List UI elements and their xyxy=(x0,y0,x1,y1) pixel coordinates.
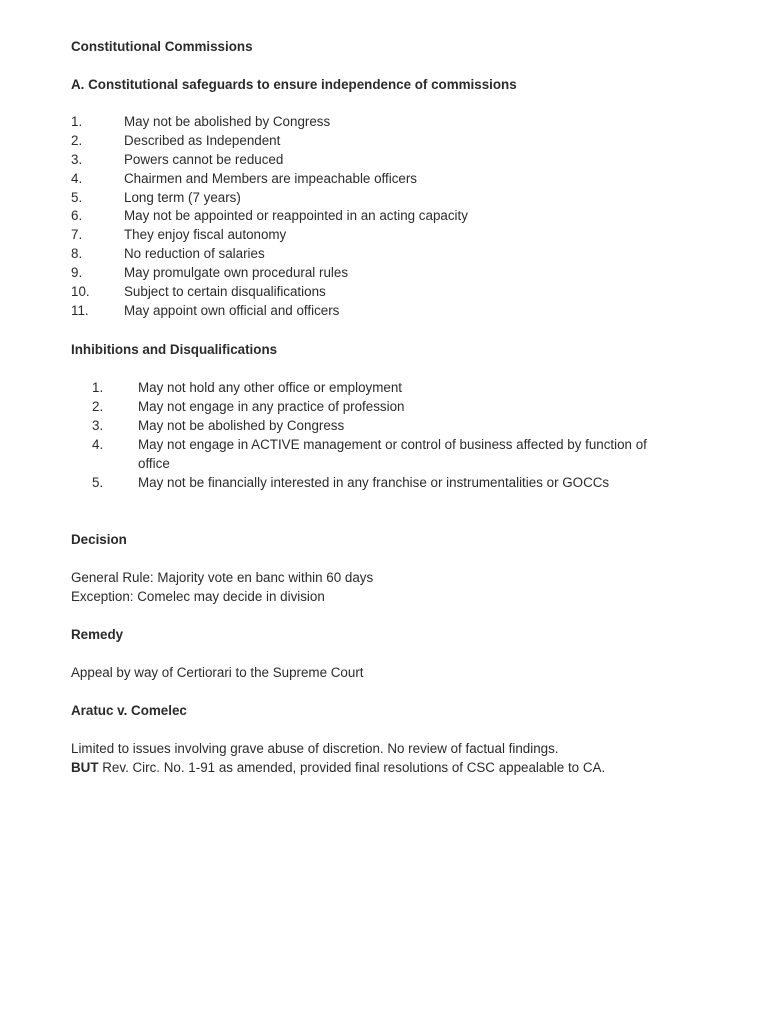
list-text: May not be abolished by Congress xyxy=(124,114,331,129)
list-item xyxy=(71,435,681,473)
list-item xyxy=(71,397,681,416)
spacer xyxy=(71,94,681,113)
spacer xyxy=(71,549,681,568)
inhibitions-heading: Inhibitions and Disqualifications xyxy=(71,341,278,357)
list-number: 5. xyxy=(92,474,104,490)
list-number: 9. xyxy=(71,265,83,281)
aratuc-heading: Aratuc v. Comelec xyxy=(71,702,187,718)
list-text: May not hold any other office or employment xyxy=(138,379,402,395)
list-number: 5. xyxy=(71,189,83,205)
remedy-heading: Remedy xyxy=(71,626,124,642)
spacer xyxy=(71,321,681,340)
list-text: May not be appointed or reappointed in an acting capacity xyxy=(124,208,468,224)
list-item xyxy=(71,378,681,397)
spacer xyxy=(71,606,681,625)
list-number: 4. xyxy=(71,170,83,186)
list-number: 1. xyxy=(71,114,83,129)
list-item xyxy=(71,132,681,151)
list-item xyxy=(71,113,681,132)
list-number: 2. xyxy=(92,398,104,414)
list-number: 11. xyxy=(71,302,89,318)
list-item xyxy=(71,264,681,283)
list-item xyxy=(71,283,681,302)
list-item xyxy=(71,207,681,226)
list-text: Chairmen and Members are impeachable officers xyxy=(124,170,417,186)
decision-heading: Decision xyxy=(71,531,127,547)
list-number: 8. xyxy=(71,246,83,262)
list-text: May not be abolished by Congress xyxy=(138,417,345,433)
general-rule-text: General Rule: Majority vote en banc within 60 days xyxy=(71,569,374,585)
aratuc-line-2 xyxy=(71,758,681,777)
spacer xyxy=(71,359,681,378)
list-text: May not be financially interested in any franchise or instrumentalities or GOCCs xyxy=(138,474,610,490)
inhibitions-list xyxy=(71,378,681,492)
exception-text: Exception: Comelec may decide in division xyxy=(71,588,325,604)
spacer xyxy=(71,682,681,701)
list-text: Described as Independent xyxy=(124,132,281,148)
list-item xyxy=(71,416,681,435)
list-number: 6. xyxy=(71,208,83,224)
aratuc-line-1: Limited to issues involving grave abuse of discretion. No review of factual findings. xyxy=(71,740,559,756)
document-page xyxy=(71,37,681,777)
list-item xyxy=(71,226,681,245)
list-text: No reduction of salaries xyxy=(124,246,265,262)
list-text: May appoint own official and officers xyxy=(124,302,340,318)
spacer xyxy=(71,720,681,739)
list-number: 3. xyxy=(92,417,104,433)
remedy-text: Appeal by way of Certiorari to the Supreme Court xyxy=(71,664,364,680)
aratuc-line-2-text: Rev. Circ. No. 1-91 as amended, provided final resolutions of CSC appealable to CA. xyxy=(98,759,606,775)
spacer xyxy=(71,511,681,530)
list-number: 2. xyxy=(71,132,83,148)
list-text: Powers cannot be reduced xyxy=(124,151,284,167)
list-text: They enjoy fiscal autonomy xyxy=(124,227,287,243)
list-item xyxy=(71,302,681,321)
list-text: May promulgate own procedural rules xyxy=(124,265,349,281)
safeguards-list xyxy=(71,113,681,321)
document-title: Constitutional Commissions xyxy=(71,39,253,54)
spacer xyxy=(71,56,681,75)
list-text: May not engage in any practice of profession xyxy=(138,398,405,414)
list-number: 3. xyxy=(71,151,83,167)
list-item xyxy=(71,151,681,170)
section-a-heading: A. Constitutional safeguards to ensure independence of commissions xyxy=(71,77,517,92)
list-item xyxy=(71,189,681,208)
list-number: 7. xyxy=(71,227,83,243)
list-item xyxy=(71,170,681,189)
list-item xyxy=(71,245,681,264)
spacer xyxy=(71,492,681,511)
list-text: May not engage in ACTIVE management or control of business affected by function of office xyxy=(138,436,647,471)
but-label: BUT xyxy=(71,759,99,775)
list-number: 1. xyxy=(92,379,104,395)
list-item xyxy=(71,473,681,492)
list-text: Subject to certain disqualifications xyxy=(124,284,326,300)
list-text: Long term (7 years) xyxy=(124,189,241,205)
list-number: 4. xyxy=(92,436,104,452)
list-number: 10. xyxy=(71,284,90,300)
spacer xyxy=(71,644,681,663)
